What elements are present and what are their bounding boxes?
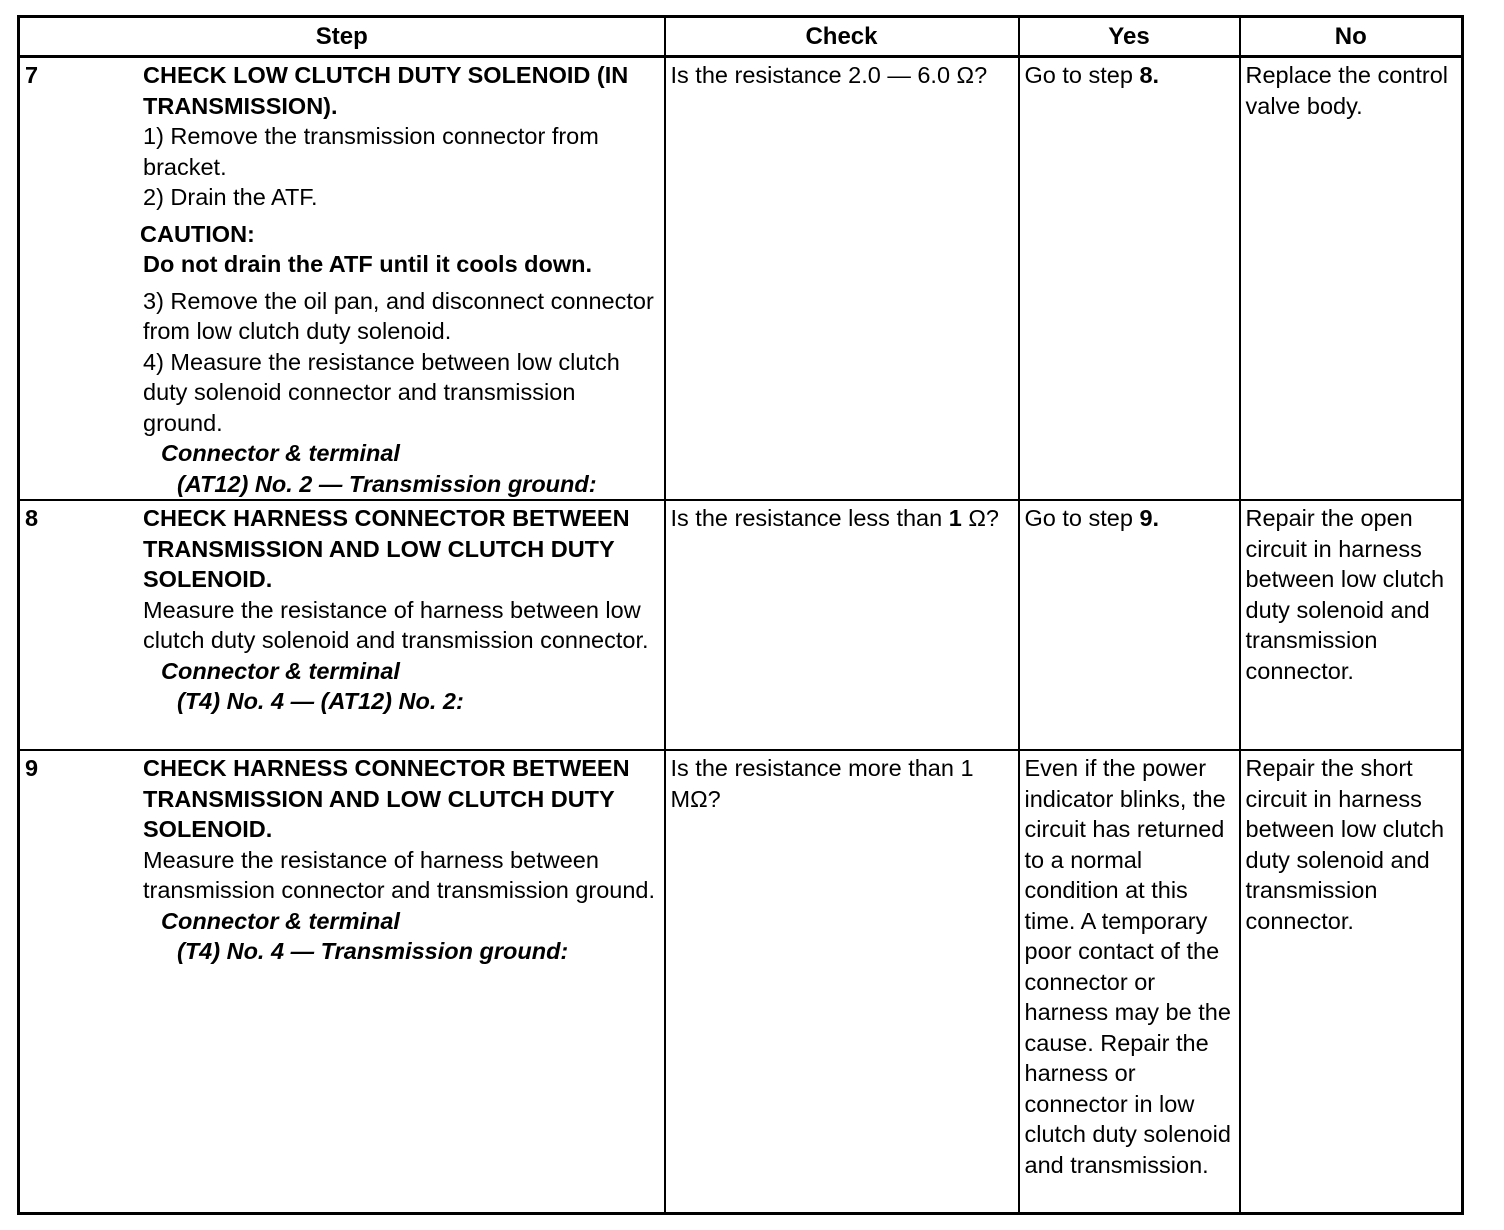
- step-instruction: 1) Remove the transmission connector from bracket.: [143, 123, 599, 180]
- check-text: [666, 501, 1018, 534]
- caution-heading: CAUTION:: [140, 220, 255, 247]
- step-number: 7: [25, 62, 39, 88]
- connector-terminal-label: Connector & terminal: [161, 907, 400, 934]
- step-description: Measure the resistance of harness between low clutch duty solenoid and transmission connector.: [143, 596, 649, 653]
- step-title: CHECK HARNESS CONNECTOR BETWEEN TRANSMISSION AND LOW CLUTCH DUTY SOLENOID.: [143, 505, 630, 592]
- yes-text: [1020, 58, 1239, 91]
- no-cell: [1240, 500, 1463, 750]
- header-step: Step: [19, 17, 665, 57]
- check-cell: [665, 500, 1019, 750]
- yes-cell: [1019, 750, 1240, 1214]
- no-cell: [1240, 57, 1463, 501]
- check-prefix: Is the resistance less than: [670, 505, 949, 531]
- check-text: Is the resistance 2.0 — 6.0 Ω?: [670, 62, 988, 88]
- no-cell: [1240, 750, 1463, 1214]
- header-row: [19, 17, 1463, 57]
- connector-terminal-value: (AT12) No. 2 — Transmission ground:: [177, 470, 597, 497]
- connector-terminal-value: (T4) No. 4 — (AT12) No. 2:: [177, 688, 464, 714]
- check-text: Is the resistance more than 1 MΩ?: [670, 755, 974, 812]
- header-no: No: [1240, 17, 1463, 57]
- yes-prefix: Go to step: [1024, 62, 1140, 88]
- step-description: Measure the resistance of harness between transmission connector and transmission ground.: [143, 846, 656, 903]
- step-cell: [19, 500, 665, 750]
- yes-step-link: 9.: [1139, 505, 1160, 531]
- no-text: Repair the open circuit in harness between low clutch duty solenoid and transmission connector.: [1245, 505, 1445, 684]
- step-title: CHECK LOW CLUTCH DUTY SOLENOID (IN TRANSMISSION).: [143, 62, 629, 119]
- no-text: Replace the control valve body.: [1245, 62, 1448, 119]
- header-yes: Yes: [1019, 17, 1240, 57]
- check-cell: [665, 57, 1019, 501]
- step-number: 8: [25, 505, 39, 531]
- step-instruction: 3) Remove the oil pan, and disconnect connector from low clutch duty solenoid.: [143, 287, 654, 344]
- step-cell: [19, 57, 665, 501]
- yes-text: Even if the power indicator blinks, the circuit has returned to a normal condition at this time. A temporary poor contact of the connector or harness may be the cause. Repair the harness or connector in low clutch duty solenoid and transmission.: [1024, 755, 1231, 1178]
- connector-terminal-value: (T4) No. 4 — Transmission ground:: [177, 938, 569, 964]
- connector-terminal-label: Connector & terminal: [161, 440, 400, 466]
- no-text: Repair the short circuit in harness between low clutch duty solenoid and transmission connector.: [1245, 755, 1445, 934]
- check-suffix: Ω?: [961, 505, 999, 531]
- yes-cell: [1019, 57, 1240, 501]
- yes-step-link: 8.: [1139, 62, 1160, 88]
- step-number: 9: [25, 755, 39, 781]
- yes-prefix: Go to step: [1024, 505, 1140, 531]
- step-instruction: 4) Measure the resistance between low clutch duty solenoid connector and transmission ground.: [143, 348, 620, 436]
- table-row: [19, 57, 1463, 501]
- yes-cell: [1019, 500, 1240, 750]
- yes-text: [1020, 501, 1239, 534]
- check-value: 1: [948, 505, 962, 531]
- check-cell: [665, 750, 1019, 1214]
- table-row: [19, 750, 1463, 1214]
- header-check: Check: [665, 17, 1019, 57]
- table-row: [19, 500, 1463, 750]
- step-title: CHECK HARNESS CONNECTOR BETWEEN TRANSMISSION AND LOW CLUTCH DUTY SOLENOID.: [143, 755, 630, 842]
- step-instruction: 2) Drain the ATF.: [143, 184, 318, 210]
- connector-terminal-label: Connector & terminal: [161, 657, 400, 684]
- step-cell: [19, 750, 665, 1214]
- caution-text: Do not drain the ATF until it cools down.: [143, 251, 593, 277]
- diagnostic-table: [17, 15, 1464, 1215]
